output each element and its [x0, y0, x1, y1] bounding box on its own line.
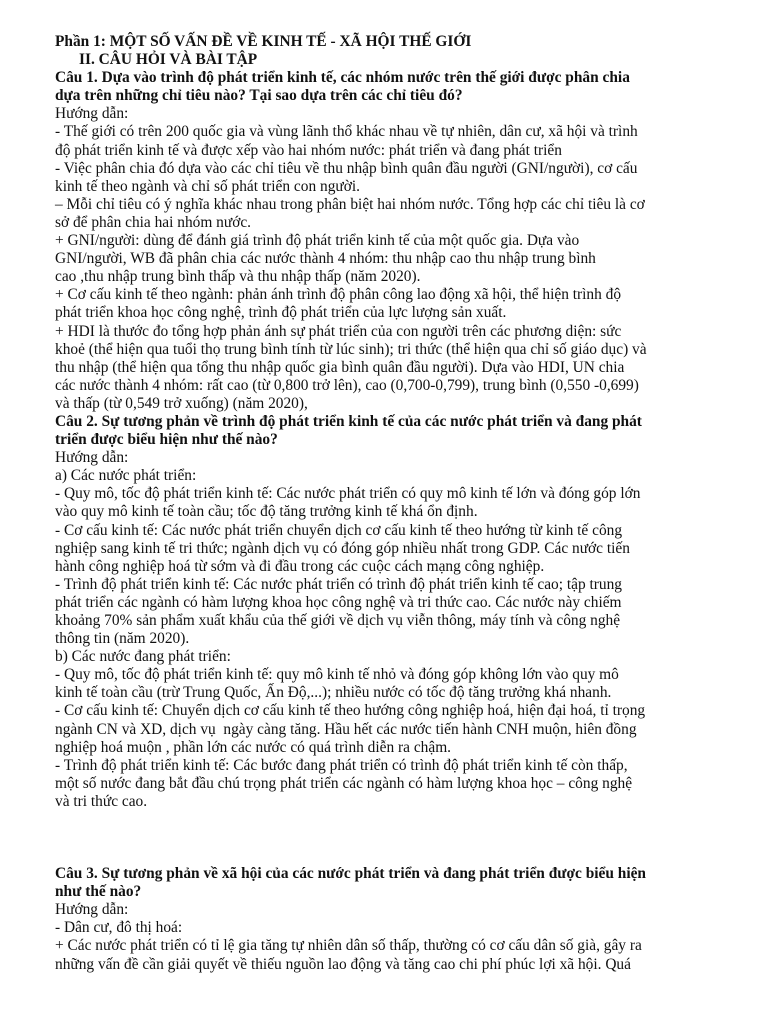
answer-line: sở để phân chia hai nhóm nước. [55, 213, 252, 231]
question-2-block [55, 413, 717, 811]
guide-label: Hướng dẫn: [55, 105, 129, 123]
answer-line: và tri thức cao. [55, 792, 148, 810]
answer-line: - Quy mô, tốc độ phát triển kinh tế: Các nước phát triển có quy mô kinh tế lớn và đóng góp lớn [55, 485, 641, 503]
answer-line: nghiệp hoá muộn , phần lớn các nước có quá trình diễn ra chậm. [55, 738, 452, 756]
answer-line: thông tin (năm 2020). [55, 630, 190, 648]
answer-line: a) Các nước phát triển: [55, 467, 197, 485]
question-1-block [55, 69, 717, 413]
answer-line: - Dân cư, đô thị hoá: [55, 919, 183, 937]
answer-line: ngành CN và XD, dịch vụ ngày càng tăng. Hầu hết các nước tiến hành CNH muộn, hiên đồng [55, 720, 637, 738]
document-page [55, 33, 717, 974]
answer-line: - Trình độ phát triển kinh tế: Các bước đang phát triển có trình độ phát triển kinh tế còn thấp, [55, 756, 628, 774]
answer-line: kinh tế toàn cầu (trừ Trung Quốc, Ấn Độ,...); nhiều nước có tốc độ tăng trưởng khá nhanh. [55, 684, 612, 702]
blank-space [55, 811, 717, 865]
answer-line: phát triển khoa học công nghệ, trình độ phát triển của lực lượng sản xuất. [55, 304, 507, 322]
answer-line: - Cơ cấu kinh tế: Chuyển dịch cơ cấu kinh tế theo hướng công nghiệp hoá, hiện đại hoá, tỉ trọng [55, 702, 646, 720]
answer-line: – Mỗi chỉ tiêu có ý nghĩa khác nhau trong phân biệt hai nhóm nước. Tổng hợp các chỉ tiêu là cơ [55, 195, 645, 213]
question-2-line: Câu 2. Sự tương phản về trình độ phát triển kinh tế của các nước phát triển và đang phát [55, 412, 642, 430]
answer-line: các nước thành 4 nhóm: rất cao (từ 0,800 trở lên), cao (0,700-0,799), trung bình (0,550 -0,699) [55, 376, 639, 394]
answer-line: độ phát triển kinh tế và được xếp vào hai nhóm nước: phát triển và đang phát triển [55, 141, 562, 159]
question-3-line: như thế nào? [55, 883, 142, 901]
part-title: Phần 1: MỘT SỐ VẤN ĐỀ VỀ KINH TẾ - XÃ HỘI THẾ GIỚI [55, 33, 472, 50]
guide-label: Hướng dẫn: [55, 449, 129, 467]
answer-line: + HDI là thước đo tổng hợp phản ánh sự phát triển của con người trên các phương diện: sức [55, 322, 622, 340]
answer-line: kinh tế theo ngành và chỉ số phát triển con người. [55, 177, 360, 195]
answer-line: nghiệp sang kinh tế tri thức; ngành dịch vụ có đóng góp nhiều nhất trong GDP. Các nước tiến [55, 539, 630, 557]
question-1-line: dựa trên những chỉ tiêu nào? Tại sao dựa trên các chỉ tiêu đó? [55, 87, 463, 105]
answer-line: khoẻ (thể hiện qua tuổi thọ trung bình tính từ lúc sinh); tri thức (thể hiện qua chỉ số giáo dục) và [55, 340, 647, 358]
answer-line: khoảng 70% sản phẩm xuất khẩu của thế giới về dịch vụ viễn thông, máy tính và công nghệ [55, 612, 621, 629]
answer-line: hành công nghiệp hoá từ sớm và đi đầu trong các cuộc cách mạng công nghiệp. [55, 557, 545, 575]
question-2-line: triển được biểu hiện như thế nào? [55, 431, 278, 449]
answer-line: phát triển các ngành có hàm lượng khoa học công nghệ và tri thức cao. Các nước này chiếm [55, 593, 622, 611]
answer-line: và thấp (từ 0,549 trở xuống) (năm 2020), [55, 394, 308, 412]
answer-line: - Trình độ phát triển kinh tế: Các nước phát triển có trình độ phát triển kinh tế cao; tập trung [55, 575, 623, 593]
answer-line: cao ,thu nhập trung bình thấp và thu nhập thấp (năm 2020). [55, 268, 421, 286]
section-title: II. CÂU HỎI VÀ BÀI TẬP [79, 51, 258, 69]
answer-line: một số nước đang bắt đầu chú trọng phát triển các ngành có hàm lượng khoa học – công nghệ [55, 774, 633, 792]
answer-line: + GNI/người: dùng để đánh giá trình độ phát triển kinh tế của một quốc gia. Dựa vào [55, 232, 580, 250]
answer-line: + Cơ cấu kinh tế theo ngành: phản ánh trình độ phân công lao động xã hội, thể hiện trình độ [55, 286, 622, 304]
answer-line: vào quy mô kinh tế toàn cầu; tốc độ tăng trưởng kinh tế khá ổn định. [55, 503, 478, 521]
answer-line: những vấn đề cần giải quyết về thiếu nguồn lao động và tăng cao chi phí phúc lợi xã hội. Quá [55, 955, 631, 973]
question-1-line: Câu 1. Dựa vào trình độ phát triển kinh tế, các nhóm nước trên thế giới được phân chia [55, 69, 630, 87]
answer-line: - Cơ cấu kinh tế: Các nước phát triển chuyển dịch cơ cấu kinh tế theo hướng từ kinh tế công [55, 521, 623, 539]
answer-line: thu nhập (thể hiện qua tổng thu nhập quốc gia bình quân đầu người). Dựa vào HDI, UN chia [55, 358, 625, 376]
answer-line: GNI/người, WB đã phân chia các nước thành 4 nhóm: thu nhập cao thu nhập trung bình [55, 250, 596, 268]
answer-line: b) Các nước đang phát triển: [55, 648, 231, 666]
question-3-line: Câu 3. Sự tương phản về xã hội của các nước phát triển và đang phát triển được biểu hiện [55, 865, 646, 883]
answer-line: - Quy mô, tốc độ phát triển kinh tế: quy mô kinh tế nhỏ và đóng góp không lớn vào quy mô [55, 666, 619, 684]
answer-line: + Các nước phát triển có tỉ lệ gia tăng tự nhiên dân số thấp, thường có cơ cấu dân số già, gây ra [55, 937, 642, 955]
question-3-block [55, 865, 717, 974]
answer-line: - Thế giới có trên 200 quốc gia và vùng lãnh thổ khác nhau về tự nhiên, dân cư, xã hội và trình [55, 123, 638, 141]
answer-line: - Việc phân chia đó dựa vào các chỉ tiêu về thu nhập bình quân đầu người (GNI/người), cơ cấu [55, 159, 638, 177]
guide-label: Hướng dẫn: [55, 901, 129, 919]
